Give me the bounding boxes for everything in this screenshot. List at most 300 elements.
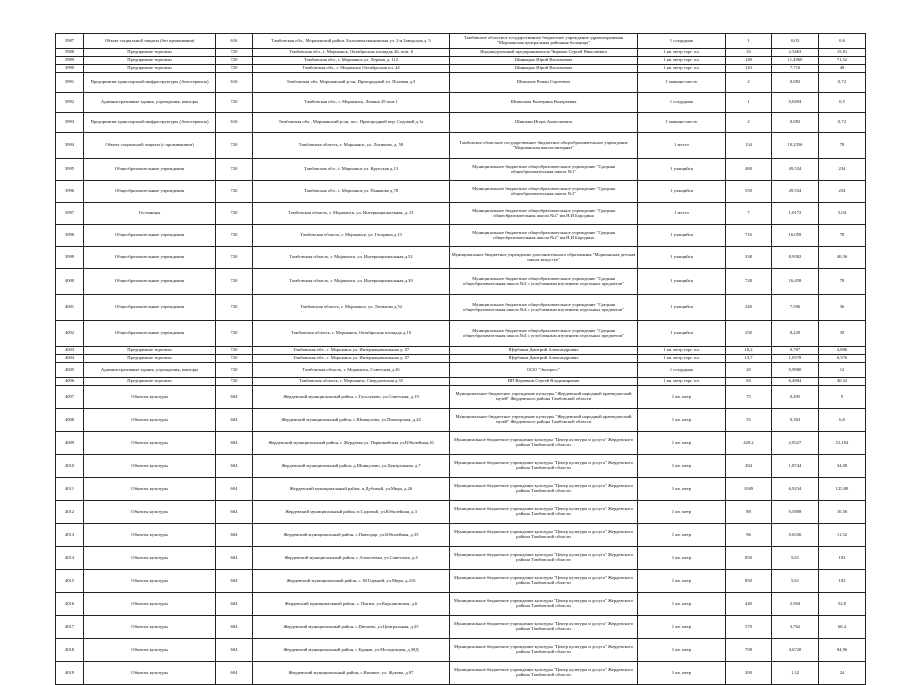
address-cell: Тамбовская область, г. Моршанск, ул. Интернациональная, д. 21 xyxy=(253,203,450,225)
unit-cell: 1 сотрудник xyxy=(638,34,726,49)
table-row xyxy=(56,639,866,662)
unit-cell: 1 кв. метр xyxy=(638,524,726,547)
row-number-cell: 4018 xyxy=(56,639,84,662)
code-cell: 720 xyxy=(216,225,253,247)
organization-cell: Муниципальное бюджетное учреждение культуры "Центр культуры и досуга" Жердевского района Тамбовской области xyxy=(450,524,638,547)
address-cell: Тамбовская обл. Моршанский р-он, Пригородный ул. Полевая д.3 xyxy=(253,73,450,93)
norm-cell: 4,896 xyxy=(819,347,866,355)
address-cell: Жердевский муниципальный район, д.Шпикулово, ул.Центральная, д.7 xyxy=(253,455,450,478)
table-row xyxy=(56,593,866,616)
object-type-cell: Гостиницы xyxy=(84,203,216,225)
code-cell: 720 xyxy=(216,181,253,203)
table-row xyxy=(56,409,866,432)
table-row xyxy=(56,295,866,321)
organization-cell: Муниципальное бюджетное учреждение культуры "Жердевский народный краеведческий музей" Жердевского района Тамбовской области xyxy=(450,386,638,409)
organization-cell: ООО "Экспресс" xyxy=(450,363,638,378)
table-row xyxy=(56,181,866,203)
row-number-cell: 3989 xyxy=(56,57,84,65)
address-cell: Тамбовская область, г. Моршанск, Свердловская д.55 xyxy=(253,378,450,386)
quantity-cell: 10,2 xyxy=(726,347,772,355)
object-type-cell: Объекты культуры xyxy=(84,432,216,455)
value-cell: 16,458 xyxy=(772,269,819,295)
unit-cell: 1 кв. метр торг. пл. xyxy=(638,347,726,355)
code-cell: 604 xyxy=(216,662,253,685)
value-cell: 7,596 xyxy=(772,295,819,321)
norm-cell: 15,81 xyxy=(819,49,866,57)
code-cell: 720 xyxy=(216,347,253,355)
unit-cell: 1 учащийся xyxy=(638,247,726,269)
object-type-cell: Общеобразовательные учреждения xyxy=(84,321,216,347)
norm-cell: 6,576 xyxy=(819,355,866,363)
object-type-cell: Объект социальной защиты (с проживанием) xyxy=(84,133,216,159)
quantity-cell: 75 xyxy=(726,386,772,409)
object-type-cell: Предприятия транспортной инфраструктуры (Автосервисы) xyxy=(84,113,216,133)
row-number-cell: 3999 xyxy=(56,247,84,269)
object-type-cell: Объекты культуры xyxy=(84,639,216,662)
organization-cell: Шинкарко Юрий Васильевич xyxy=(450,57,638,65)
table-row xyxy=(56,524,866,547)
code-cell: 720 xyxy=(216,65,253,73)
address-cell: Тамбовская область, г. Моршанск, Октябрьская площадь д.10 xyxy=(253,321,450,347)
address-cell: Жердевский муниципальный район, п.Садовый, ул.Юбилейная, д.3 xyxy=(253,501,450,524)
value-cell: 2,8327 xyxy=(772,432,819,455)
code-cell: 604 xyxy=(216,639,253,662)
unit-cell: 1 место xyxy=(638,203,726,225)
row-number-cell: 3993 xyxy=(56,113,84,133)
code-cell: 604 xyxy=(216,547,253,570)
table-row xyxy=(56,65,866,73)
address-cell: Жердевский муниципальный район, с.Алексеевка, ул.Советская, д.4 xyxy=(253,547,450,570)
table-row xyxy=(56,386,866,409)
value-cell: 1,32 xyxy=(772,662,819,685)
unit-cell: 1 кв. метр xyxy=(638,409,726,432)
object-type-cell: Общеобразовательные учреждения xyxy=(84,181,216,203)
value-cell: 6,9234 xyxy=(772,478,819,501)
quantity-cell: 440 xyxy=(726,593,772,616)
value-cell: 16,058 xyxy=(772,225,819,247)
value-cell: 1,8744 xyxy=(772,455,819,478)
address-cell: Жердевский муниципальный район, г. Жердевка ул. Первомайская ул.Юбилейная,16 xyxy=(253,432,450,455)
value-cell: 0,495 xyxy=(772,386,819,409)
organization-cell: ИП Веревкин Сергей Владимирович xyxy=(450,378,638,386)
unit-cell: 1 учащийся xyxy=(638,269,726,295)
row-number-cell: 4006 xyxy=(56,378,84,386)
table-row xyxy=(56,269,866,295)
quantity-cell: 1 xyxy=(726,93,772,113)
unit-cell: 1 кв. метр xyxy=(638,478,726,501)
unit-cell: 1 кв. метр торг. пл. xyxy=(638,65,726,73)
value-cell: 0,787 xyxy=(772,347,819,355)
organization-cell: Муниципальное бюджетное общеобразовательное учреждение "Средняя общеобразовательная школа №1" xyxy=(450,181,638,203)
norm-cell: 34,08 xyxy=(819,455,866,478)
row-number-cell: 4014 xyxy=(56,547,84,570)
row-number-cell: 4015 xyxy=(56,570,84,593)
row-number-cell: 4012 xyxy=(56,501,84,524)
object-type-cell: Общеобразовательные учреждения xyxy=(84,225,216,247)
address-cell: Тамбовская обл., г. Моршанск ул. Крупская д.13 xyxy=(253,159,450,181)
organization-cell: Щербаков Дмитрий Александрович xyxy=(450,347,638,355)
organization-cell: Муниципальное бюджетное общеобразовательное учреждение "Средняя общеобразовательная школа №3 с углубленным изучением отдельных предметов" xyxy=(450,269,638,295)
quantity-cell: 728 xyxy=(726,269,772,295)
quantity-cell: 84 xyxy=(726,378,772,386)
object-type-cell: Предприятия транспортной инфраструктуры (Автосервисы) xyxy=(84,73,216,93)
quantity-cell: 7 xyxy=(726,203,772,225)
quantity-cell: 338 xyxy=(726,247,772,269)
quantity-cell: 550 xyxy=(726,181,772,203)
organization-cell: Муниципальное бюджетное общеобразовательное учреждение "Средняя общеобразовательная школа №2" им.Н.И.Бородина xyxy=(450,203,638,225)
row-number-cell: 3988 xyxy=(56,49,84,57)
table-row xyxy=(56,616,866,639)
code-cell: 720 xyxy=(216,269,253,295)
address-cell: Жердевский муниципальный район, с.Шпикулово, ул.Пионерская, д.24 xyxy=(253,409,450,432)
code-cell: 720 xyxy=(216,159,253,181)
object-type-cell: Административные здания, учреждения, конторы xyxy=(84,363,216,378)
unit-cell: 1 кв. метр торг. пл. xyxy=(638,378,726,386)
norm-cell: 40,56 xyxy=(819,247,866,269)
object-type-cell: Предприятие торговли xyxy=(84,355,216,363)
value-cell: 0,6336 xyxy=(772,524,819,547)
code-cell: 604 xyxy=(216,593,253,616)
code-cell: 720 xyxy=(216,57,253,65)
address-cell: Жердевский муниципальный район, с.Пичаево, ул.Центральная, д.25 xyxy=(253,616,450,639)
address-cell: Жердевский муниципальный район, с. М.Горький, ул.Мира, д.21б xyxy=(253,570,450,593)
object-type-cell: Общеобразовательные учреждения xyxy=(84,269,216,295)
object-type-cell: Объекты культуры xyxy=(84,662,216,685)
norm-cell: 78 xyxy=(819,225,866,247)
table-row xyxy=(56,57,866,65)
address-cell: Тамбовская область, г. Моршанск, ул. Гагарина д.13 xyxy=(253,225,450,247)
unit-cell: 1 кв. метр xyxy=(638,639,726,662)
norm-cell: 11,52 xyxy=(819,524,866,547)
norm-cell: 0,72 xyxy=(819,73,866,93)
organization-cell: Муниципальное бюджетное общеобразовательное учреждение "Средняя общеобразовательная школа №4 с углубленным изучением отдельных предметов" xyxy=(450,321,638,347)
code-cell: 604 xyxy=(216,478,253,501)
row-number-cell: 4017 xyxy=(56,616,84,639)
row-number-cell: 3987 xyxy=(56,34,84,49)
quantity-cell: 2 xyxy=(726,113,772,133)
row-number-cell: 4010 xyxy=(56,455,84,478)
code-cell: 720 xyxy=(216,363,253,378)
table-row xyxy=(56,347,866,355)
row-number-cell: 4011 xyxy=(56,478,84,501)
organization-cell: Шинкарко Юрий Васильевич xyxy=(450,65,638,73)
row-number-cell: 4008 xyxy=(56,409,84,432)
table-row xyxy=(56,363,866,378)
code-cell: 604 xyxy=(216,432,253,455)
address-cell: Тамбовская обл., Моршанский район, Большекалмыковская ул. 2-я Заводская д. 5 xyxy=(253,34,450,49)
row-number-cell: 3995 xyxy=(56,159,84,181)
table-row xyxy=(56,49,866,57)
row-number-cell: 3998 xyxy=(56,225,84,247)
address-cell: Тамбовская обл., г. Моршанск ул. Лермон д. 112 xyxy=(253,57,450,65)
quantity-cell: 480 xyxy=(726,159,772,181)
address-cell: Жердевский муниципальный район, с.Туголуково, ул.Советская, д.19 xyxy=(253,386,450,409)
table-row xyxy=(56,355,866,363)
value-cell: 0,03 xyxy=(772,34,819,49)
address-cell: Тамбовская область, г. Моршанск, ул. Лотикова д.52 xyxy=(253,295,450,321)
value-cell: 49,534 xyxy=(772,159,819,181)
unit-cell: 1 кв. метр торг. пл. xyxy=(638,355,726,363)
code-cell: 604 xyxy=(216,616,253,639)
norm-cell: 40,32 xyxy=(819,378,866,386)
row-number-cell: 3991 xyxy=(56,73,84,93)
table-row xyxy=(56,478,866,501)
row-number-cell: 4016 xyxy=(56,593,84,616)
quantity-cell: 96 xyxy=(726,524,772,547)
table-row xyxy=(56,455,866,478)
row-number-cell: 4003 xyxy=(56,347,84,355)
address-cell: Тамбовская область, г. Моршанск, ул. Интернациональная д.52 xyxy=(253,247,450,269)
unit-cell: 1 учащийся xyxy=(638,321,726,347)
address-cell: Тамбовская обл., г. Моршанск Октябрьская пл. 44 xyxy=(253,65,450,73)
norm-cell: 5,04 xyxy=(819,203,866,225)
value-cell: 4,6728 xyxy=(772,639,819,662)
table-row xyxy=(56,432,866,455)
object-type-cell: Объект социальной защиты (без проживания) xyxy=(84,34,216,49)
organization-cell: Муниципальное бюджетное учреждение культуры "Центр культуры и досуга" Жердевского района Тамбовской области xyxy=(450,432,638,455)
organization-cell: Тамбовское областное государственное бюджетное общеобразовательное учреждение "Моршанская школа-интернат" xyxy=(450,133,638,159)
row-number-cell: 3997 xyxy=(56,203,84,225)
object-type-cell: Объекты культуры xyxy=(84,455,216,478)
row-number-cell: 3994 xyxy=(56,133,84,159)
norm-cell: 102 xyxy=(819,547,866,570)
address-cell: Тамбовская область, г. Моршанск, ул. Лотикова, д. 58 xyxy=(253,133,450,159)
object-type-cell: Объекты культуры xyxy=(84,524,216,547)
organization-cell: Щербаков Дмитрий Александрович xyxy=(450,355,638,363)
norm-cell: 78 xyxy=(819,269,866,295)
table-row xyxy=(56,133,866,159)
table-row xyxy=(56,247,866,269)
code-cell: 604 xyxy=(216,524,253,547)
norm-cell: 39 xyxy=(819,321,866,347)
address-cell: Жердевский муниципальный район, с.Вязовое, ул. Жукова, д.97 xyxy=(253,662,450,685)
address-cell: Жердевский муниципальный район, п.Дубовый, ул.Мира, д.26 xyxy=(253,478,450,501)
code-cell: 616 xyxy=(216,34,253,49)
organization-cell: Муниципальное бюджетное учреждение культуры "Центр культуры и досуга" Жердевского района Тамбовской области xyxy=(450,501,638,524)
unit-cell: 1 учащийся xyxy=(638,225,726,247)
unit-cell: 1 учащийся xyxy=(638,159,726,181)
table-row xyxy=(56,159,866,181)
unit-cell: 1 учащийся xyxy=(638,181,726,203)
value-cell: 0,363 xyxy=(772,409,819,432)
organization-cell: Муниципальное бюджетное учреждение культуры "Центр культуры и досуга" Жердевского района Тамбовской области xyxy=(450,593,638,616)
object-type-cell: Объекты культуры xyxy=(84,593,216,616)
unit-cell: 1 кв. метр xyxy=(638,501,726,524)
unit-cell: 1 кв. метр xyxy=(638,386,726,409)
object-type-cell: Предприятие торговли xyxy=(84,378,216,386)
organization-cell: Муниципальное бюджетное учреждение культуры "Центр культуры и досуга" Жердевского района Тамбовской области xyxy=(450,455,638,478)
address-cell: Тамбовская обл., г. Моршанск, Октябрьская площадь 26, пом. 6 xyxy=(253,49,450,57)
object-type-cell: Объекты культуры xyxy=(84,616,216,639)
table-row xyxy=(56,501,866,524)
table-row xyxy=(56,113,866,133)
table-row xyxy=(56,73,866,93)
quantity-cell: 200 xyxy=(726,662,772,685)
row-number-cell: 4004 xyxy=(56,355,84,363)
value-cell: 0,0494 xyxy=(772,93,819,113)
table-row xyxy=(56,662,866,685)
code-cell: 720 xyxy=(216,203,253,225)
organization-cell: Муниципальное бюджетное учреждение дополнительного образования "Моршанская детская школа искусств" xyxy=(450,247,638,269)
code-cell: 604 xyxy=(216,570,253,593)
object-type-cell: Предприятие торговли xyxy=(84,49,216,57)
quantity-cell: 2 xyxy=(726,73,772,93)
norm-cell: 78 xyxy=(819,133,866,159)
code-cell: 720 xyxy=(216,133,253,159)
value-cell: 3,762 xyxy=(772,616,819,639)
registry-table xyxy=(55,33,866,685)
quantity-cell: 33 xyxy=(726,49,772,57)
norm-cell: 12 xyxy=(819,363,866,378)
value-cell: 2,904 xyxy=(772,593,819,616)
quantity-cell: 1 xyxy=(726,34,772,49)
value-cell: 7,716 xyxy=(772,65,819,73)
value-cell: 10,2356 xyxy=(772,133,819,159)
value-cell: 0,5808 xyxy=(772,501,819,524)
row-number-cell: 3996 xyxy=(56,181,84,203)
norm-cell: 125,88 xyxy=(819,478,866,501)
object-type-cell: Административные здания, учреждения, конторы xyxy=(84,93,216,113)
quantity-cell: 134 xyxy=(726,133,772,159)
quantity-cell: 708 xyxy=(726,639,772,662)
object-type-cell: Объекты культуры xyxy=(84,547,216,570)
table-row xyxy=(56,225,866,247)
organization-cell: Индивидуальный предприниматель Чиркова Сергей Николаевич xyxy=(450,49,638,57)
norm-cell: 10,56 xyxy=(819,501,866,524)
value-cell: 0,083 xyxy=(772,113,819,133)
code-cell: 720 xyxy=(216,247,253,269)
quantity-cell: 149 xyxy=(726,57,772,65)
address-cell: Тамбовская обл., Моршанский р-он, пос. Пригородный пер. Садовый д.1а xyxy=(253,113,450,133)
table-row xyxy=(56,203,866,225)
quantity-cell: 88 xyxy=(726,501,772,524)
code-cell: 604 xyxy=(216,501,253,524)
unit-cell: 1 кв. метр xyxy=(638,455,726,478)
organization-cell: Муниципальное бюджетное учреждение культуры "Центр культуры и досуга" Жердевского района Тамбовской области xyxy=(450,616,638,639)
object-type-cell: Объекты культуры xyxy=(84,478,216,501)
unit-cell: 1 машино-место xyxy=(638,113,726,133)
norm-cell: 51,104 xyxy=(819,432,866,455)
value-cell: 5,61 xyxy=(772,570,819,593)
quantity-cell: 850 xyxy=(726,547,772,570)
quantity-cell: 1049 xyxy=(726,478,772,501)
unit-cell: 1 кв. метр xyxy=(638,593,726,616)
code-cell: 720 xyxy=(216,355,253,363)
quantity-cell: 250 xyxy=(726,321,772,347)
row-number-cell: 4002 xyxy=(56,321,84,347)
address-cell: Тамбовская область, г. Моршанск, Советская д.26 xyxy=(253,363,450,378)
object-type-cell: Общеобразовательные учреждения xyxy=(84,247,216,269)
object-type-cell: Предприятие торговли xyxy=(84,347,216,355)
unit-cell: 1 сотрудник xyxy=(638,93,726,113)
organization-cell: Шишкин Игорь Анатольевич xyxy=(450,113,638,133)
row-number-cell: 4005 xyxy=(56,363,84,378)
norm-cell: 68,4 xyxy=(819,616,866,639)
address-cell: Жердевский муниципальный район, с.Бурнак, ул.Молодежная, д.38Д xyxy=(253,639,450,662)
table-row xyxy=(56,378,866,386)
code-cell: 616 xyxy=(216,73,253,93)
norm-cell: 0,72 xyxy=(819,113,866,133)
value-cell: 1,0172 xyxy=(772,203,819,225)
row-number-cell: 4000 xyxy=(56,269,84,295)
organization-cell: Муниципальное бюджетное общеобразовательное учреждение "Средняя общеобразовательная школа №4 с углубленным изучением отдельных предметов" xyxy=(450,295,638,321)
organization-cell: Муниципальное бюджетное общеобразовательное учреждение "Средняя общеобразовательная школа №2" им.Н.И.Бородина xyxy=(450,225,638,247)
organization-cell: Муниципальное бюджетное учреждение культуры "Центр культуры и досуга" Жердевского района Тамбовской области xyxy=(450,547,638,570)
norm-cell: 234 xyxy=(819,181,866,203)
value-cell: 8,9382 xyxy=(772,247,819,269)
organization-cell: Муниципальное бюджетное учреждение культуры "Центр культуры и досуга" Жердевского района Тамбовской области xyxy=(450,478,638,501)
quantity-cell: 570 xyxy=(726,616,772,639)
address-cell: Тамбовская обл., г. Моршанск ул. Интернациональная д. 47 xyxy=(253,347,450,355)
value-cell: 11,4960 xyxy=(772,57,819,65)
organization-cell: Муниципальное бюджетное учреждение культуры "Жердевский народный краеведческий музей" Жердевского района Тамбовской области xyxy=(450,409,638,432)
code-cell: 604 xyxy=(216,409,253,432)
unit-cell: 1 сотрудник xyxy=(638,363,726,378)
value-cell: 2,5463 xyxy=(772,49,819,57)
organization-cell: Муниципальное бюджетное учреждение культуры "Центр культуры и досуга" Жердевского района Тамбовской области xyxy=(450,662,638,685)
unit-cell: 1 кв. метр xyxy=(638,432,726,455)
norm-cell: 6,6 xyxy=(819,409,866,432)
row-number-cell: 3992 xyxy=(56,93,84,113)
value-cell: 0,083 xyxy=(772,73,819,93)
value-cell: 6,4884 xyxy=(772,378,819,386)
quantity-cell: 716 xyxy=(726,225,772,247)
object-type-cell: Объекты культуры xyxy=(84,501,216,524)
unit-cell: 1 учащийся xyxy=(638,295,726,321)
code-cell: 616 xyxy=(216,113,253,133)
table-row xyxy=(56,93,866,113)
row-number-cell: 4019 xyxy=(56,662,84,685)
unit-cell: 1 место xyxy=(638,133,726,159)
unit-cell: 1 кв. метр xyxy=(638,570,726,593)
object-type-cell: Объекты культуры xyxy=(84,409,216,432)
quantity-cell: 55 xyxy=(726,409,772,432)
value-cell: 1,0578 xyxy=(772,355,819,363)
quantity-cell: 13,7 xyxy=(726,355,772,363)
quantity-cell: 20 xyxy=(726,363,772,378)
quantity-cell: 284 xyxy=(726,455,772,478)
organization-cell: Муниципальное бюджетное учреждение культуры "Центр культуры и досуга" Жердевского района Тамбовской области xyxy=(450,570,638,593)
value-cell: 0,9880 xyxy=(772,363,819,378)
object-type-cell: Объекты культуры xyxy=(84,386,216,409)
norm-cell: 84,96 xyxy=(819,639,866,662)
address-cell: Тамбовская обл., г. Моршанск ул. Интернациональная д. 47 xyxy=(253,355,450,363)
code-cell: 720 xyxy=(216,49,253,57)
address-cell: Тамбовская обл., г. Моршанск ул. Пьянкова д.78 xyxy=(253,181,450,203)
row-number-cell: 3990 xyxy=(56,65,84,73)
row-number-cell: 4001 xyxy=(56,295,84,321)
object-type-cell: Предприятие торговли xyxy=(84,57,216,65)
table-row xyxy=(56,570,866,593)
address-cell: Жердевский муниципальный район, с. Питим, ул.Кирсановская, д.6 xyxy=(253,593,450,616)
unit-cell: 1 кв. метр торг. пл. xyxy=(638,57,726,65)
unit-cell: 1 кв. метр xyxy=(638,662,726,685)
table-row xyxy=(56,321,866,347)
organization-cell: Шипилова Екатерина Валерьевна xyxy=(450,93,638,113)
norm-cell: 9 xyxy=(819,386,866,409)
unit-cell: 1 кв. метр xyxy=(638,616,726,639)
code-cell: 720 xyxy=(216,378,253,386)
quantity-cell: 240 xyxy=(726,295,772,321)
norm-cell: 52,8 xyxy=(819,593,866,616)
code-cell: 604 xyxy=(216,455,253,478)
organization-cell: Шипилов Роман Сергеевич xyxy=(450,73,638,93)
quantity-cell: 850 xyxy=(726,570,772,593)
object-type-cell: Общеобразовательные учреждения xyxy=(84,295,216,321)
object-type-cell: Общеобразовательные учреждения xyxy=(84,159,216,181)
unit-cell: 1 кв. метр торг. пл. xyxy=(638,49,726,57)
code-cell: 720 xyxy=(216,93,253,113)
